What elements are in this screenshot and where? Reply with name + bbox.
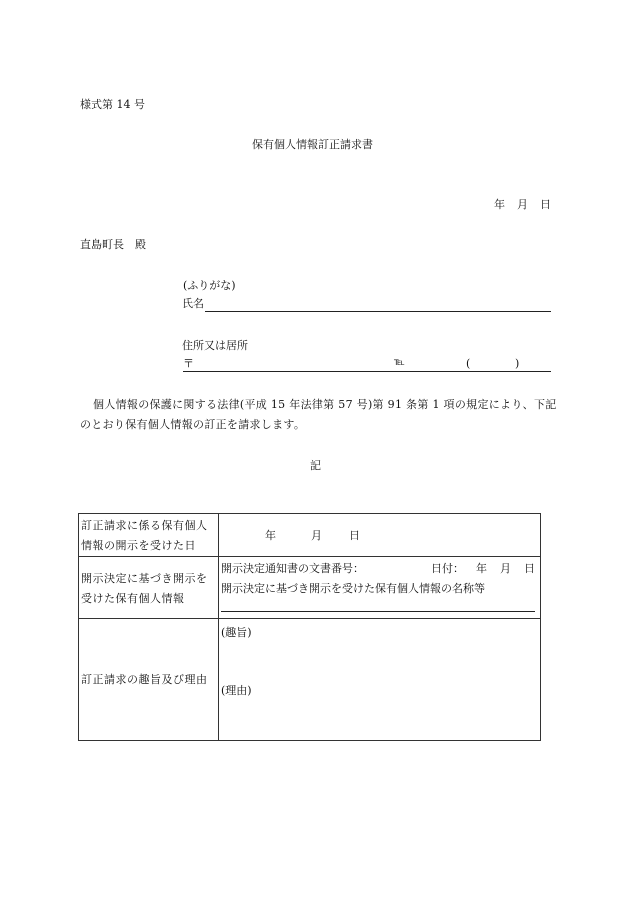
body-text-line1: 個人情報の保護に関する法律(平成 15 年法律第 57 号)第 91 条第 1 項の規定により、下記 bbox=[93, 398, 557, 411]
form-number: 様式第 14 号 bbox=[80, 98, 145, 111]
table-row-disclosed-info bbox=[79, 557, 541, 619]
request-table bbox=[78, 513, 541, 741]
name-label: 氏名 bbox=[182, 297, 204, 310]
addressee: 直島町長 殿 bbox=[80, 238, 146, 251]
reason-label: (理由) bbox=[221, 684, 252, 697]
info-name-line[interactable] bbox=[221, 611, 535, 612]
tel-mark: ℡ bbox=[394, 357, 405, 368]
row2-month-label: 月 bbox=[500, 562, 511, 575]
row2-day-label: 日 bbox=[524, 562, 535, 575]
furigana-label: (ふりがな) bbox=[183, 279, 236, 292]
row2-label-line1: 開示決定に基づき開示を bbox=[81, 572, 208, 585]
address-field-line[interactable] bbox=[183, 371, 551, 372]
ki-marker: 記 bbox=[310, 459, 321, 472]
doc-number-label: 開示決定通知書の文書番号： bbox=[221, 562, 364, 575]
address-label: 住所又は居所 bbox=[182, 339, 248, 352]
row1-label-line2: 情報の開示を受けた日 bbox=[81, 539, 196, 552]
table-row-disclosure-date bbox=[79, 514, 541, 557]
name-field-line[interactable] bbox=[205, 311, 551, 312]
row1-date-cell[interactable] bbox=[219, 514, 541, 557]
row1-month-label: 月 bbox=[311, 529, 322, 542]
row2-label-cell bbox=[79, 557, 219, 619]
row2-info-cell[interactable] bbox=[219, 557, 541, 619]
date-day-label: 日 bbox=[540, 198, 551, 211]
row1-day-label: 日 bbox=[349, 529, 360, 542]
body-text-line2: のとおり保有個人情報の訂正を請求します。 bbox=[80, 418, 306, 431]
page-title: 保有個人情報訂正請求書 bbox=[252, 138, 373, 151]
postal-mark: 〒 bbox=[183, 357, 194, 370]
tel-paren-open: ( bbox=[466, 357, 471, 370]
info-name-label: 開示決定に基づき開示を受けた保有個人情報の名称等 bbox=[221, 582, 485, 595]
row3-content-cell[interactable] bbox=[219, 619, 541, 741]
row1-year-label: 年 bbox=[265, 529, 276, 542]
row2-date-label: 日付： bbox=[431, 562, 464, 575]
purpose-label: (趣旨) bbox=[221, 626, 252, 639]
table-row-purpose-reason bbox=[79, 619, 541, 741]
row3-label: 訂正請求の趣旨及び理由 bbox=[81, 672, 208, 686]
row2-label-line2: 受けた保有個人情報 bbox=[81, 592, 185, 605]
row1-label-line1: 訂正請求に係る保有個人 bbox=[81, 519, 208, 532]
row3-label-cell bbox=[79, 619, 219, 741]
row2-year-label: 年 bbox=[476, 562, 487, 575]
row1-label-cell bbox=[79, 514, 219, 557]
date-year-label: 年 bbox=[494, 198, 505, 211]
date-month-label: 月 bbox=[517, 198, 528, 211]
tel-paren-close: ) bbox=[515, 357, 520, 370]
